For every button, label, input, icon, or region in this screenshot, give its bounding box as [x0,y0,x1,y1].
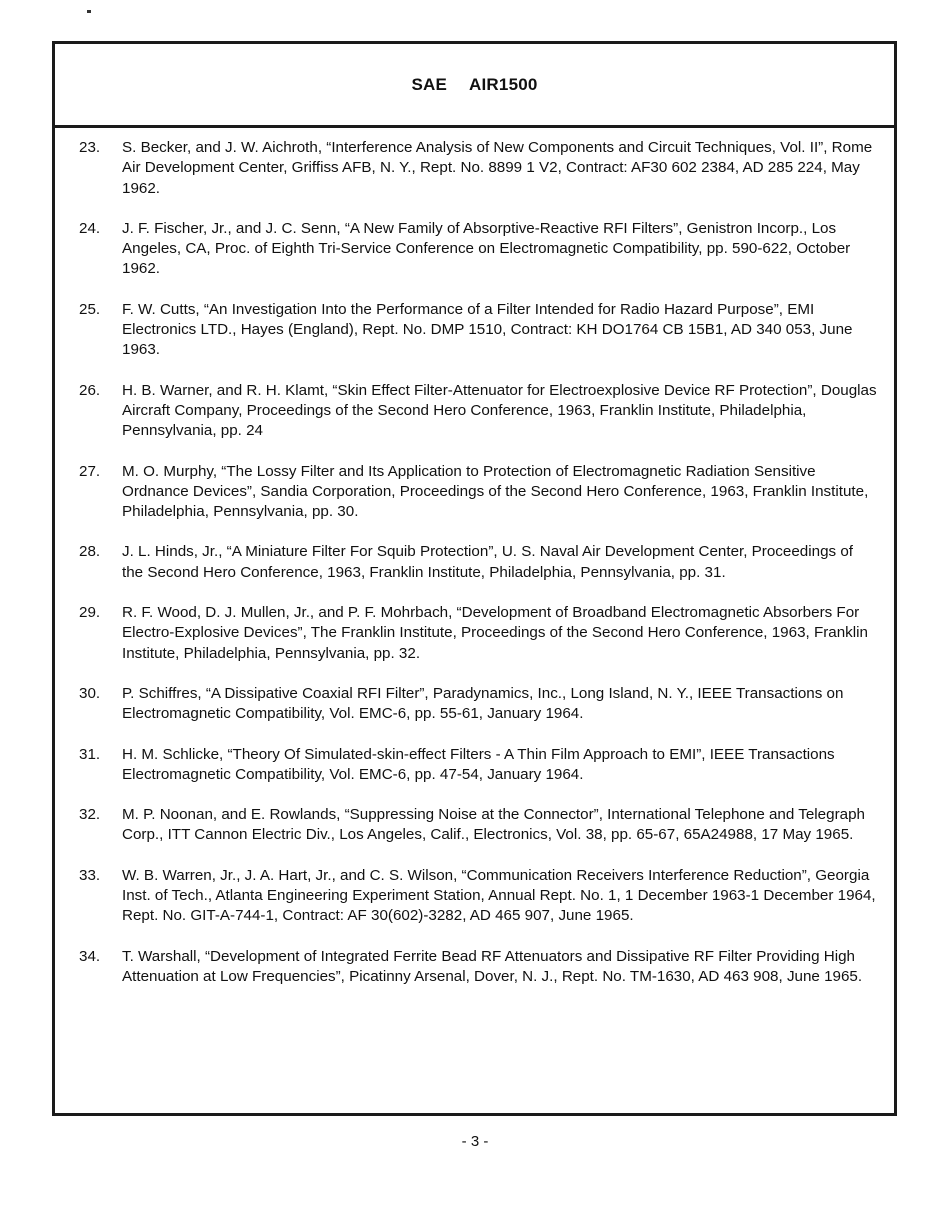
reference-text: M. O. Murphy, “The Lossy Filter and Its Application to Protection of Electromagnetic Radiation Sensitive Ordnance Devices”, Sandia Corporation, Proceedings of the Second Hero Conference, 1963, Franklin Institute, Philadelphia, Pennsylvania, pp. 30. [122,462,869,521]
reference-number: 23. [79,139,101,156]
reference-item [55,219,894,280]
reference-text: J. L. Hinds, Jr., “A Miniature Filter For Squib Protection”, U. S. Naval Air Development Center, Proceedings of the Second Hero Conference, 1963, Franklin Institute, Philadelphia, Pennsylvania, pp. 31. [122,543,853,581]
reference-number: 29. [79,604,101,622]
reference-number: 31. [79,745,101,763]
reference-text: W. B. Warren, Jr., J. A. Hart, Jr., and C. S. Wilson, “Communication Receivers Interference Reduction”, Georgia Inst. of Tech., Atlanta Engineering Experiment Station, Annual Rept. No. 1, 1 December 1963-1 December 1964, Rept. No. GIT-A-744-1, Contract: AF 30(602)-3282, AD 465 907, June 1965. [122,866,876,925]
reference-number: 34. [79,947,101,965]
reference-number: 30. [79,684,101,702]
reference-item [55,542,894,583]
reference-item [55,462,894,523]
document-header [55,44,894,128]
page-number: - 3 - [461,1133,489,1150]
reference-text: H. M. Schlicke, “Theory Of Simulated-skin-effect Filters - A Thin Film Approach to EMI”, IEEE Transactions Electromagnetic Compatibility, Vol. EMC-6, pp. 47-54, January 1964. [122,745,835,783]
reference-item [55,603,894,664]
reference-item [55,684,894,725]
reference-item [55,805,894,846]
scan-speck [87,10,91,13]
reference-text: H. B. Warner, and R. H. Klamt, “Skin Effect Filter-Attenuator for Electroexplosive Device RF Protection”, Douglas Aircraft Company, Proceedings of the Second Hero Conference, 1963, Franklin Institute, Philadelphia, Pennsylvania, pp. 24 [122,381,877,440]
reference-text: J. F. Fischer, Jr., and J. C. Senn, “A New Family of Absorptive-Reactive RFI Filters”, Genistron Incorp., Los Angeles, CA, Proc. of Eighth Tri-Service Conference on Electromagnetic Compatibility, pp. 590-622, October 1962. [122,219,851,278]
reference-item [55,947,894,988]
reference-item [55,745,894,786]
reference-number: 28. [79,543,101,561]
reference-number: 26. [79,381,101,399]
reference-item [55,138,894,199]
page-frame [52,41,897,1116]
reference-text: R. F. Wood, D. J. Mullen, Jr., and P. F. Mohrbach, “Development of Broadband Electromagnetic Absorbers For Electro-Explosive Devices”, The Franklin Institute, Proceedings of the Second Hero Conference, 1963, Franklin Institute, Philadelphia, Pennsylvania, pp. 32. [122,604,868,662]
reference-item [55,381,894,442]
reference-text: M. P. Noonan, and E. Rowlands, “Suppressing Noise at the Connector”, International Telephone and Telegraph Corp., ITT Cannon Electric Div., Los Angeles, Calif., Electronics, Vol. 38, pp. 65-67, 65A24988, 17 May 1965. [122,806,865,844]
header-doc-id: AIR1500 [469,74,538,94]
reference-text: T. Warshall, “Development of Integrated Ferrite Bead RF Attenuators and Dissipative RF Filter Providing High Attenuation at Low Frequencies”, Picatinny Arsenal, Dover, N. J., Rept. No. TM-1630, AD 463 908, June 1965. [122,947,863,985]
reference-number: 27. [79,462,101,480]
reference-number: 32. [79,806,101,824]
reference-number: 24. [79,219,101,237]
header-org: SAE [411,74,448,94]
reference-list [55,138,894,1007]
reference-text: P. Schiffres, “A Dissipative Coaxial RFI Filter”, Paradynamics, Inc., Long Island, N. Y., IEEE Transactions on Electromagnetic Compatibility, Vol. EMC-6, pp. 55-61, January 1964. [122,684,844,723]
reference-text: S. Becker, and J. W. Aichroth, “Interference Analysis of New Components and Circuit Techniques, Vol. II”, Rome Air Development Center, Griffiss AFB, N. Y., Rept. No. 8899 1 V2, Contract: AF30 602 2384, AD 285 224, May 1962. [122,139,873,197]
reference-number: 33. [79,866,101,884]
reference-number: 25. [79,300,101,318]
reference-item [55,300,894,361]
reference-item [55,866,894,927]
reference-text: F. W. Cutts, “An Investigation Into the Performance of a Filter Intended for Radio Hazard Purpose”, EMI Electronics LTD., Hayes (England), Rept. No. DMP 1510, Contract: KH DO1764 CB 15B1, AD 340 053, June 1963. [122,300,853,359]
